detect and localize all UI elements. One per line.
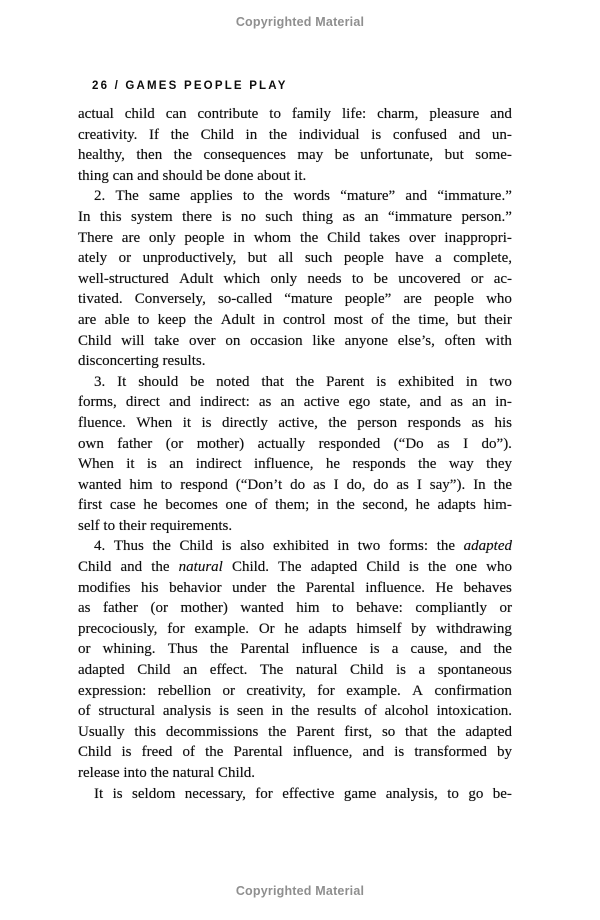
body-text xyxy=(78,104,512,804)
text-line: creativity. If the Child in the individual is confused and un- xyxy=(78,126,512,143)
text-line: In this system there is no such thing as an “immature person.” xyxy=(78,208,512,225)
text-line: There are only people in whom the Child takes over inappropri- xyxy=(78,229,512,246)
text-line: well-structured Adult which only needs to be uncovered or ac- xyxy=(78,270,512,287)
copyright-bottom-label: Copyrighted Material xyxy=(235,884,365,898)
text-line: tivated. Conversely, so-called “mature people” are people who xyxy=(78,291,512,308)
text-line: ately or unproductively, but all such people have a complete, xyxy=(78,250,512,267)
text-line: 2. The same applies to the words “mature” and “immature.” xyxy=(94,188,512,205)
text-line: fluence. When it is directly active, the person responds as his xyxy=(78,414,512,431)
text-line: Usually this decommissions the Parent first, so that the adapted xyxy=(78,723,512,740)
text-line: Child and the natural Child. The adapted Child is the one who xyxy=(78,559,512,576)
text-line: When it is an indirect influence, he responds the way they xyxy=(78,456,512,473)
text-line: 4. Thus the Child is also exhibited in two forms: the adapted xyxy=(94,538,512,555)
text-line: forms, direct and indirect: as an active ego state, and as an in- xyxy=(78,394,512,411)
text-line: self to their requirements. xyxy=(78,517,233,534)
text-line: release into the natural Child. xyxy=(78,765,256,781)
text-line: 3. It should be noted that the Parent is exhibited in two xyxy=(94,373,512,390)
text-line: thing can and should be done about it. xyxy=(78,167,307,184)
text-line: precociously, for example. Or he adapts himself by withdrawing xyxy=(78,620,512,637)
text-line: first case he becomes one of them; in the second, he adapts him- xyxy=(78,497,512,514)
page-header: 26 / GAMES PEOPLE PLAY xyxy=(92,80,288,92)
text-line: Child is freed of the Parental influence, and is transformed by xyxy=(78,744,512,761)
text-line: or whining. Thus the Parental influence is a cause, and the xyxy=(78,641,512,658)
text-line: actual child can contribute to family life: charm, pleasure and xyxy=(78,106,512,122)
text-line: as father (or mother) wanted him to behave: compliantly or xyxy=(78,600,512,617)
text-line: Child will take over on occasion like anyone else’s, often with xyxy=(78,332,512,349)
text-line: It is seldom necessary, for effective game analysis, to go be- xyxy=(94,785,512,802)
text-line: modifies his behavior under the Parental influence. He behaves xyxy=(78,579,512,596)
text-line: of structural analysis is seen in the results of alcohol intoxication. xyxy=(78,703,512,720)
text-line: expression: rebellion or creativity, for example. A confirmation xyxy=(78,682,512,699)
text-line: disconcerting results. xyxy=(78,353,206,370)
text-line: own father (or mother) actually responded (“Do as I do”). xyxy=(78,435,512,452)
text-line: healthy, then the consequences may be unfortunate, but some- xyxy=(78,147,512,164)
copyright-top-label: Copyrighted Material xyxy=(235,15,365,29)
text-line: wanted him to respond (“Don’t do as I do, do as I say”). In the xyxy=(78,476,512,493)
text-line: adapted Child an effect. The natural Child is a spontaneous xyxy=(78,662,512,679)
text-line: are able to keep the Adult in control most of the time, but their xyxy=(78,311,512,328)
